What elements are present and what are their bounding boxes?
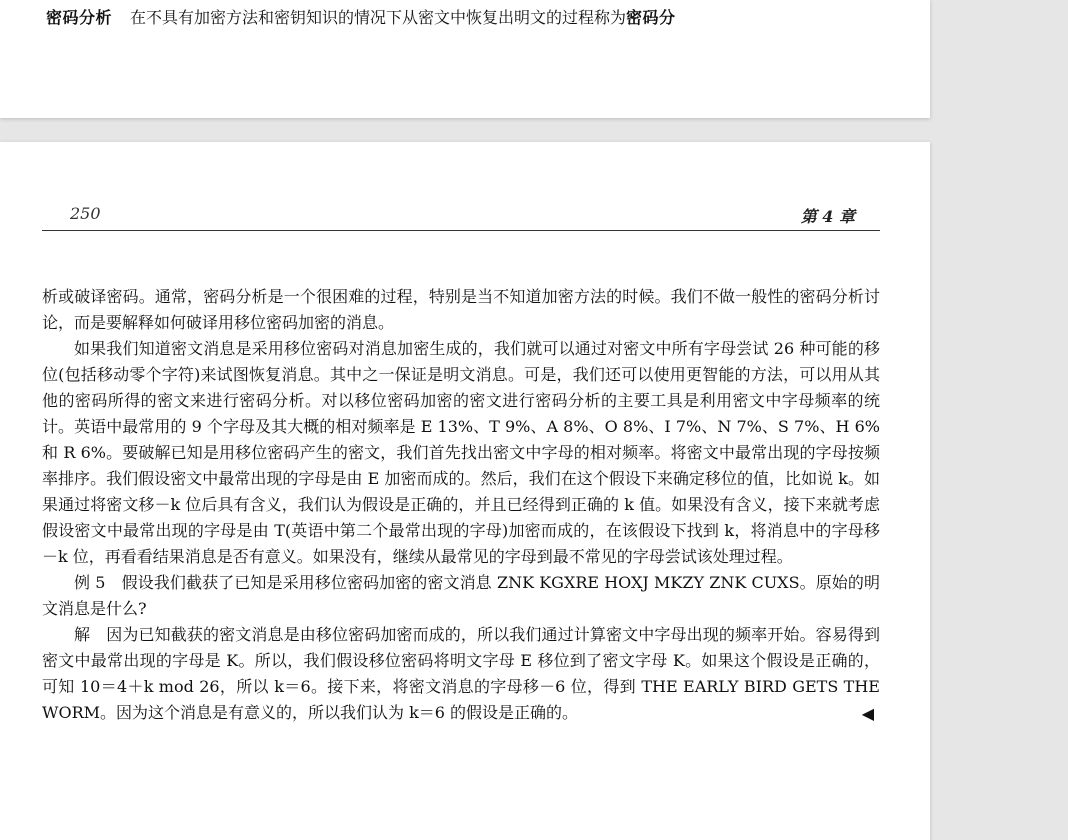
previous-page [0, 0, 930, 118]
paragraph-example-5: 例 5 假设我们截获了已知是采用移位密码加密的密文消息 ZNK KGXRE HOXJ MKZY ZNK CUXS。原始的明文消息是什么? [42, 573, 880, 618]
chapter-label: 第 4 章 [800, 207, 855, 226]
term-cryptanalysis: 密码分析 [46, 8, 113, 27]
paragraph-solution [42, 622, 880, 726]
running-header [42, 200, 880, 231]
page-number: 250 [70, 204, 101, 223]
paragraph-shift-cipher-analysis: 如果我们知道密文消息是采用移位密码对消息加密生成的，我们就可以通过对密文中所有字母尝试 26 种可能的移位(包括移动零个字符)来试图恢复消息。其中之一保证是明文消息。可是，我们还可以使用更智能的方法，可以用从其他的密码所得的密文来进行密码分析。对以移位密码加密的密文进行密码分析的主要工具是利用密文中字母频率的统计。英语中最常用的 9 个字母及其大概的相对频率是 E 13%、T 9%、A 8%、O 8%、I 7%、N 7%、S 7%、H 6%和 R 6%。要破解已知是用移位密码产生的密文，我们首先找出密文中字母的相对频率。将密文中最常出现的字母按频率排序。我们假设密文中最常出现的字母是由 E 加密而成的。然后，我们在这个假设下来确定移位的值，比如说 k。如果通过将密文移－k 位后具有含义，我们认为假设是正确的，并且已经得到正确的 k 值。如果没有含义，接下来就考虑假设密文中最常出现的字母是由 T(英语中第二个最常出现的字母)加密而成的，在该假设下找到 k，将消息中的字母移－k 位，再看看结果消息是否有意义。如果没有，继续从最常见的字母到最不常见的字母尝试该处理过程。 [42, 339, 880, 566]
page-body [42, 284, 880, 727]
definition-text: 在不具有加密方法和密钥知识的情况下从密文中恢复出明文的过程称为 [130, 8, 627, 27]
current-page [0, 142, 930, 840]
solution-text: 解 因为已知截获的密文消息是由移位密码加密而成的，所以我们通过计算密文中字母出现的频率开始。容易得到密文中最常出现的字母是 K。所以，我们假设移位密码将明文字母 E 移位到了密文字母 K。如果这个假设是正确的，可知 10＝4＋k mod 26，所以 k＝6。接下来，将密文消息的字母移－6 位，得到 THE EARLY BIRD GETS THE WORM。因为这个消息是有意义的，所以我们认为 k＝6 的假设是正确的。 [42, 625, 880, 722]
previous-page-last-line [46, 6, 676, 30]
term-tail: 密码分 [626, 8, 676, 27]
end-of-example-icon: ◀ [861, 704, 874, 723]
paragraph-cryptanalysis-intro: 析或破译密码。通常，密码分析是一个很困难的过程，特别是当不知道加密方法的时候。我们不做一般性的密码分析讨论，而是要解释如何破译用移位密码加密的消息。 [42, 287, 880, 332]
